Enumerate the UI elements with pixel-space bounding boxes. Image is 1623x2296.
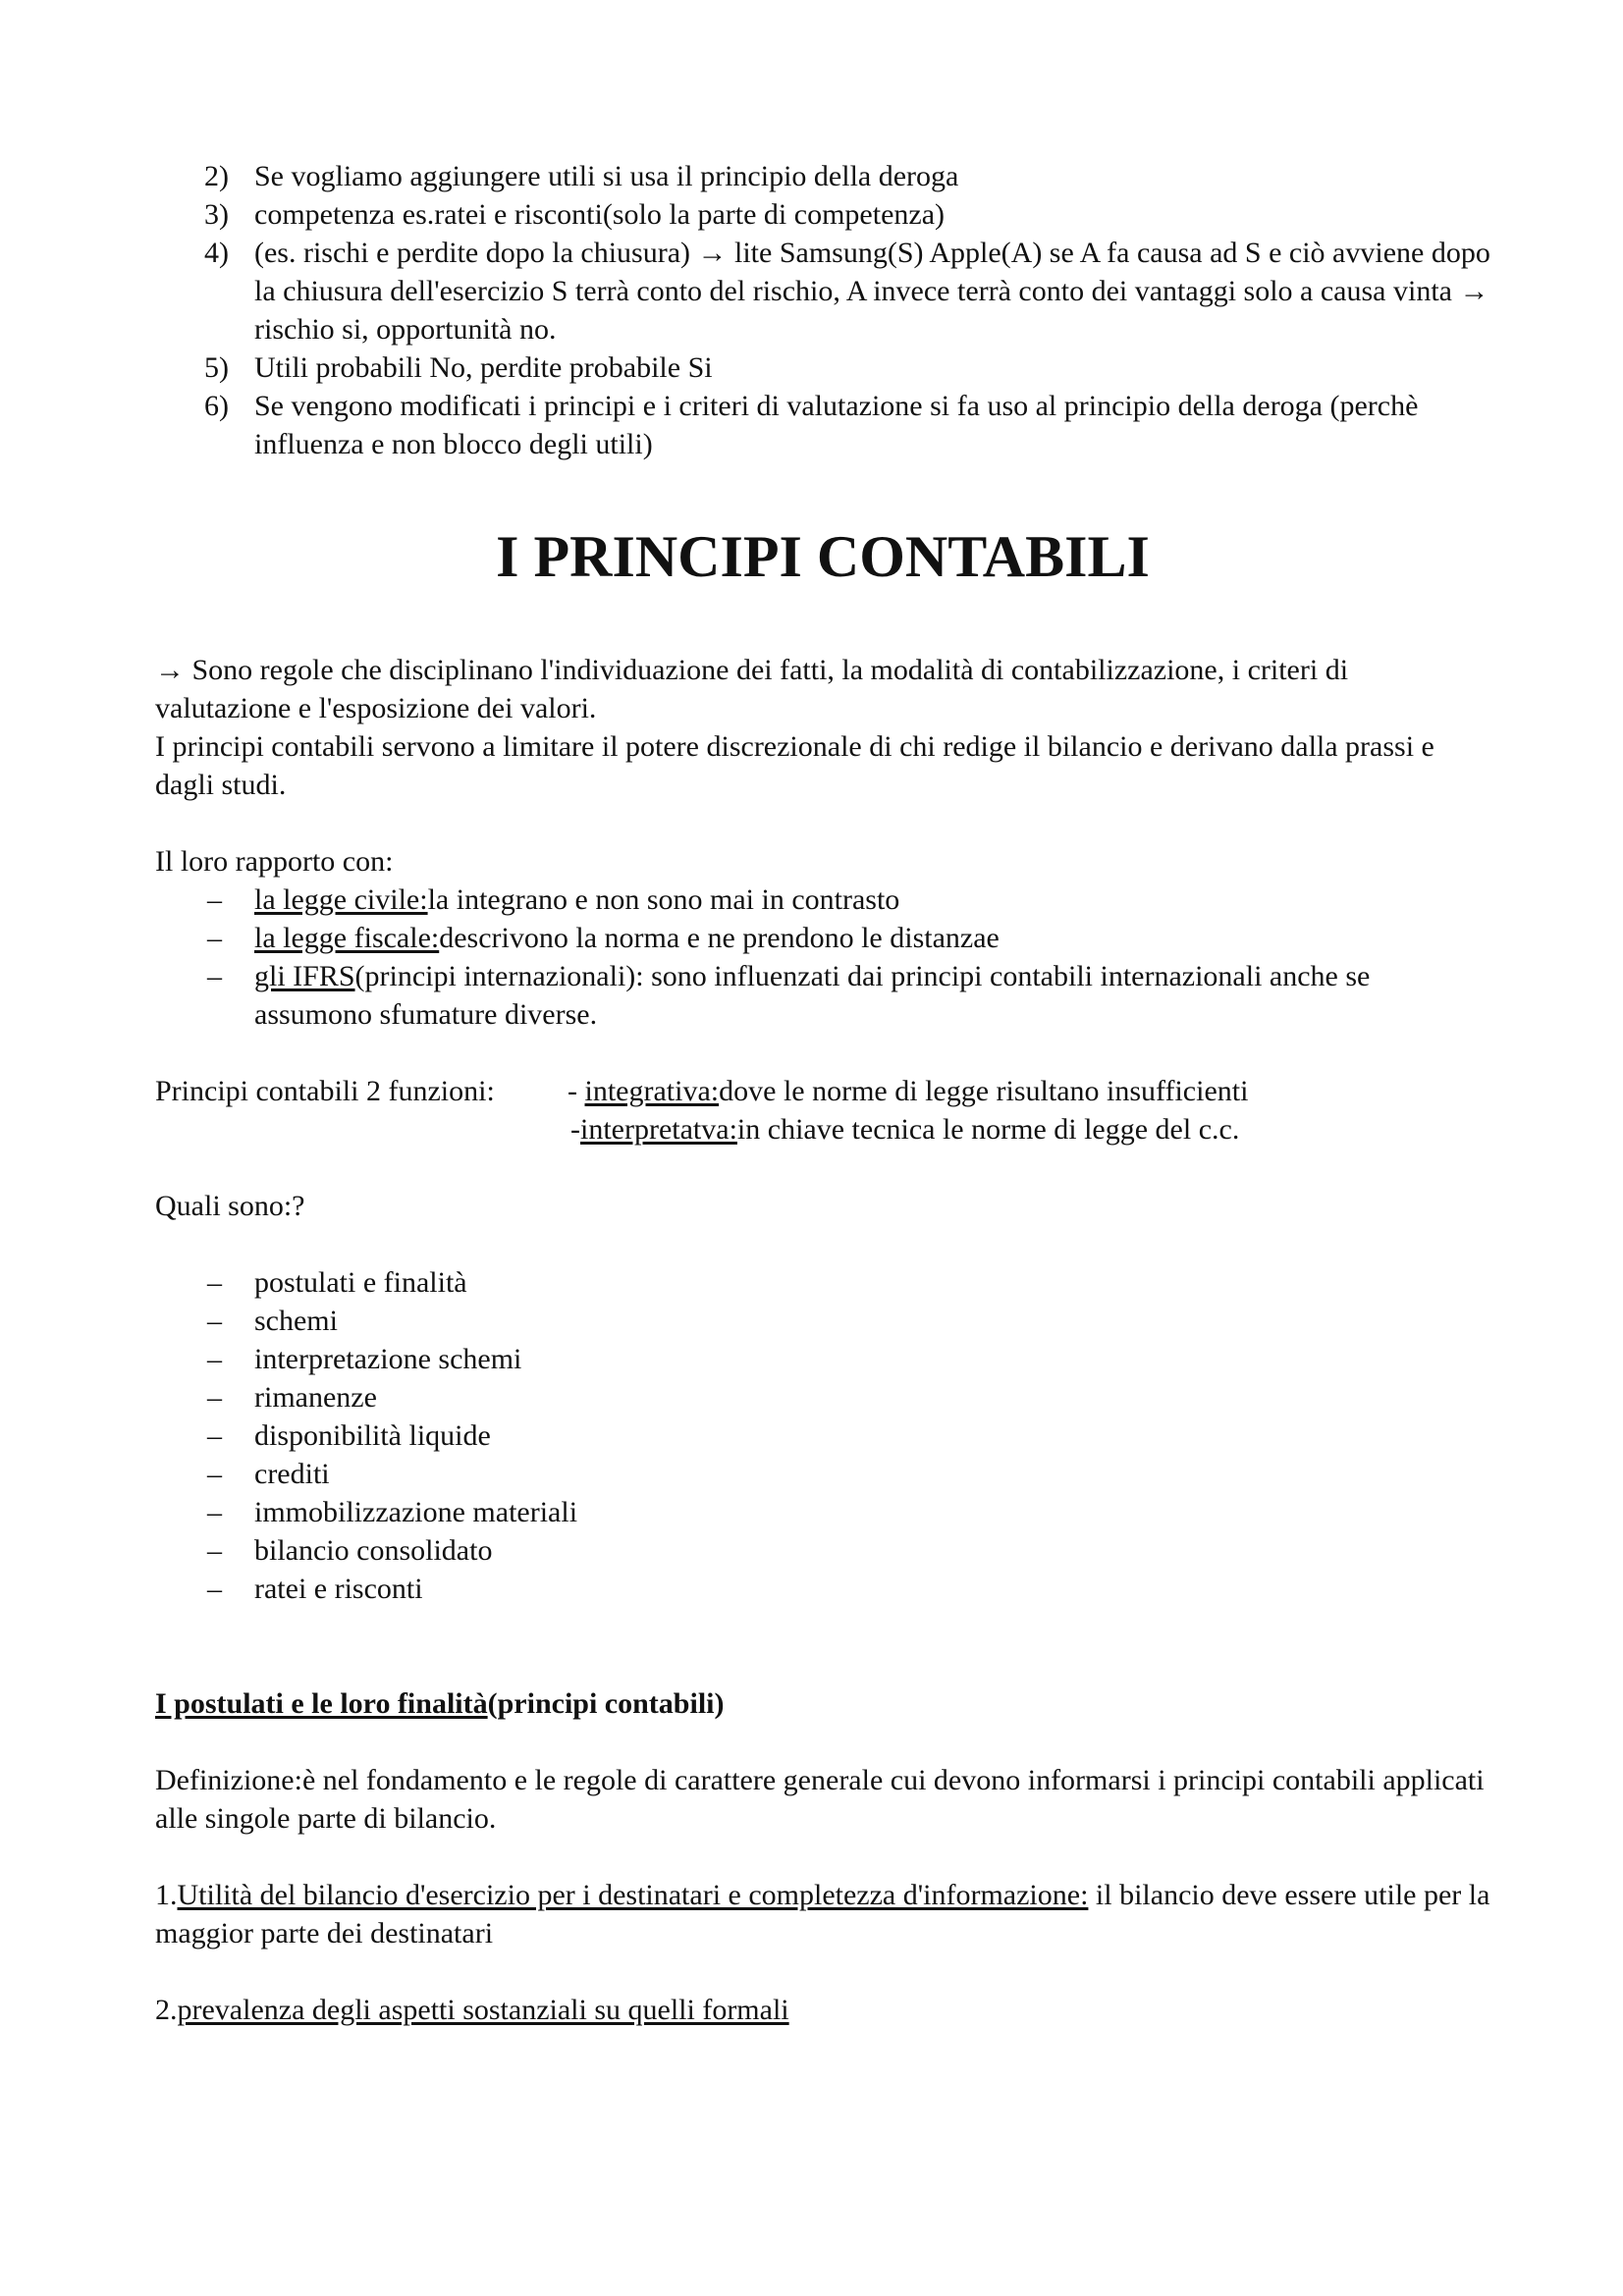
funzioni-label: Principi contabili 2 funzioni: [155, 1075, 495, 1107]
section-title: I postulati e le loro finalità(principi contabili) [155, 1687, 725, 1720]
list-item: – postulati e finalità [207, 1266, 467, 1299]
list-item: – ratei e risconti [207, 1573, 423, 1605]
list-item: – schemi [207, 1305, 338, 1337]
list-item: – bilancio consolidato [207, 1534, 493, 1567]
list-item: – immobilizzazione materiali [207, 1496, 578, 1528]
rapporto-heading: Il loro rapporto con: [155, 845, 394, 878]
list-item: 4) (es. rischi e perdite dopo la chiusura) → lite Samsung(S) Apple(A) se A fa causa ad S e ciò avviene dopo la chiusura dell'esercizio S terrà conto del rischio, A invece terrà conto dei vantaggi solo a causa vinta → rischio si, opportunità no. [204, 237, 1490, 346]
funzione-interpretativa: -interpretatva:in chiave tecnica le norme di legge del c.c. [570, 1113, 1240, 1146]
funzioni-block [155, 1072, 1490, 1148]
page-title: I PRINCIPI CONTABILI [496, 524, 1150, 589]
document-page [155, 157, 1490, 2029]
list-item: 2) Se vogliamo aggiungere utili si usa il principio della deroga [204, 160, 959, 192]
list-item: – la legge fiscale:descrivono la norma e ne prendono le distanzae [207, 922, 1000, 954]
funzione-integrativa: - integrativa:dove le norme di legge risultano insufficienti [568, 1075, 1249, 1107]
list-item: – disponibilità liquide [207, 1419, 491, 1452]
rapporto-list [155, 881, 1490, 1034]
list-item: – rimanenze [207, 1381, 377, 1414]
list-item: – la legge civile:la integrano e non sono mai in contrasto [207, 883, 900, 916]
intro-paragraph: → Sono regole che disciplinano l'individuazione dei fatti, la modalità di contabilizzazione, i criteri di valutazione e l'esposizione dei valori. [155, 654, 1349, 724]
quali-heading: Quali sono:? [155, 1190, 305, 1222]
list-item: – crediti [207, 1458, 330, 1490]
postulato-1: 1.Utilità del bilancio d'esercizio per i destinatari e completezza d'informazione: il bilancio deve essere utile per la maggior parte dei destinatari [155, 1879, 1490, 1949]
list-item: 5) Utili probabili No, perdite probabile Si [204, 351, 713, 384]
funzioni-items [568, 1072, 1490, 1148]
list-item: – gli IFRS(principi internazionali): sono influenzati dai principi contabili internazionali anche se assumono sfumature diverse. [207, 960, 1371, 1031]
list-item: 6) Se vengono modificati i principi e i criteri di valutazione si fa uso al principio della deroga (perchè influenza e non blocco degli utili) [204, 390, 1419, 460]
definizione-paragraph: Definizione:è nel fondamento e le regole di carattere generale cui devono informarsi i principi contabili applicati alle singole parte di bilancio. [155, 1764, 1485, 1835]
list-item: – interpretazione schemi [207, 1343, 522, 1375]
list-item: 3) competenza es.ratei e risconti(solo la parte di competenza) [204, 198, 946, 231]
quali-list [155, 1263, 1490, 1608]
intro-paragraph-2: I principi contabili servono a limitare il potere discrezionale di chi redige il bilancio e derivano dalla prassi e dagli studi. [155, 730, 1434, 801]
postulato-2: 2.prevalenza degli aspetti sostanziali su quelli formali [155, 1994, 789, 2026]
numbered-list [155, 157, 1490, 463]
